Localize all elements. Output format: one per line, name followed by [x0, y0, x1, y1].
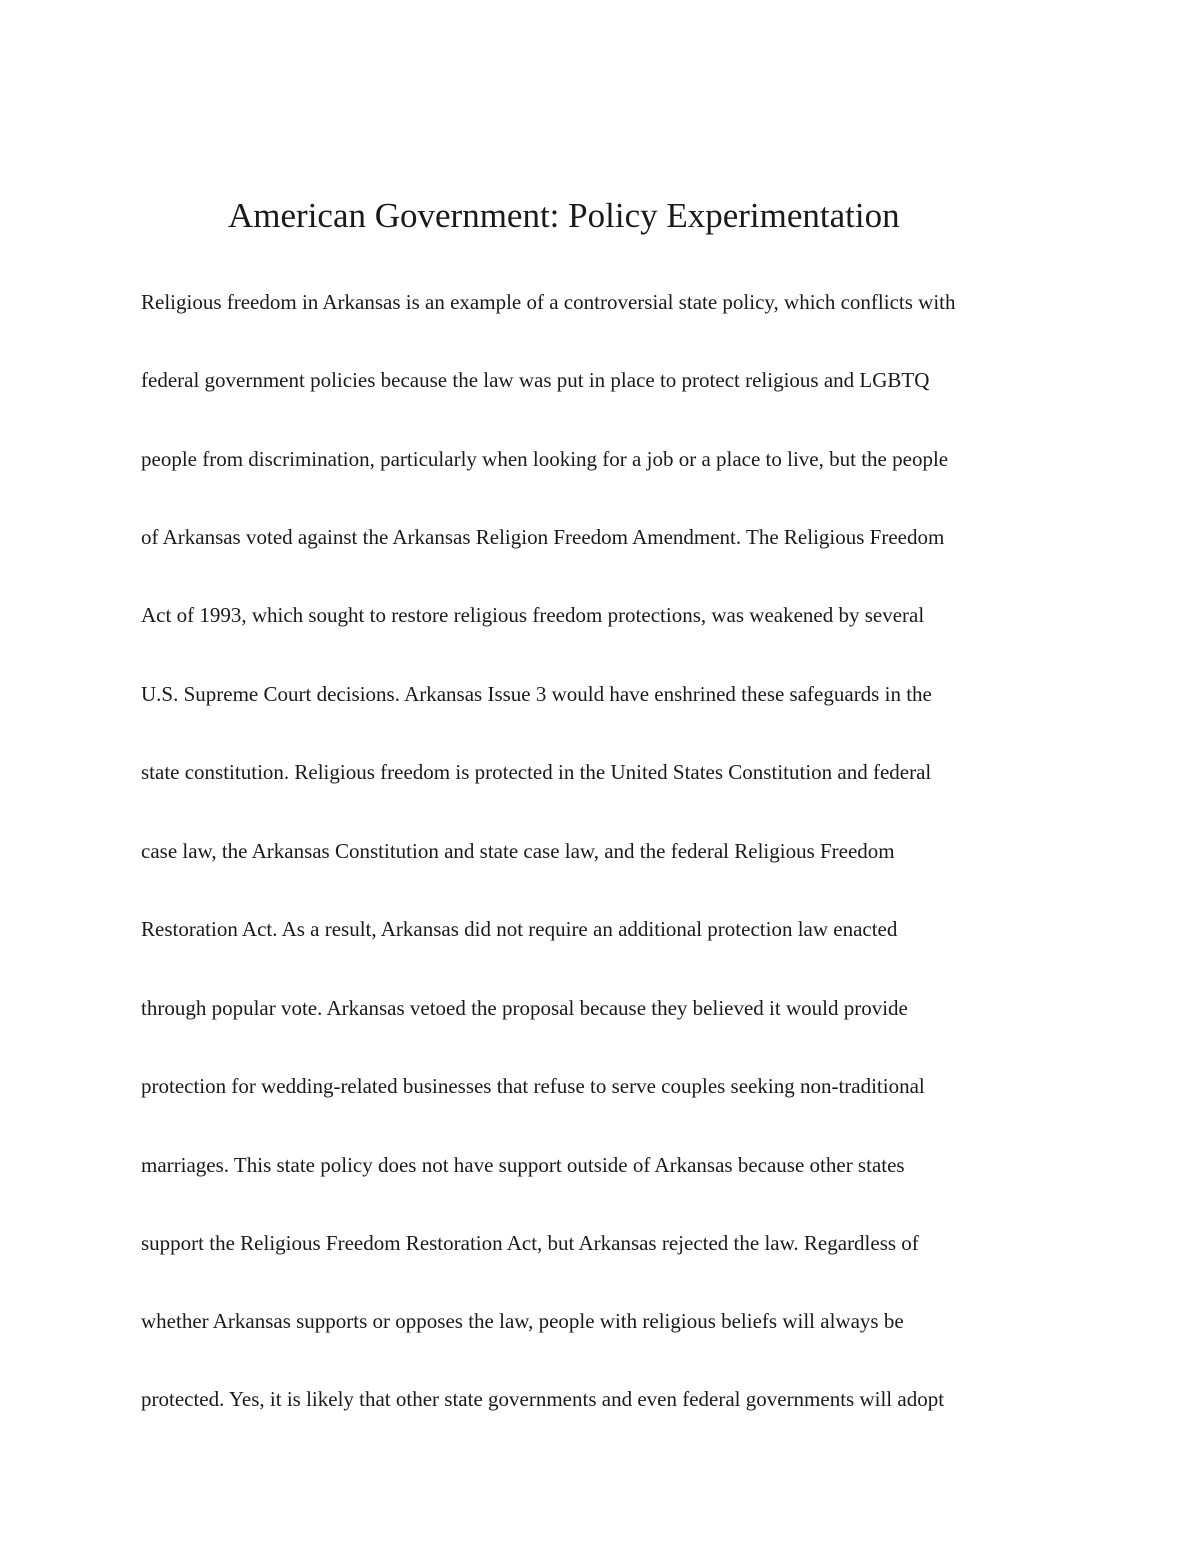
- body-line: through popular vote. Arkansas vetoed the proposal because they believed it would provide: [141, 996, 908, 1020]
- document-title: American Government: Policy Experimentation: [228, 196, 900, 235]
- body-line: federal government policies because the law was put in place to protect religious and LGBTQ: [141, 368, 930, 392]
- body-line: protection for wedding-related businesses that refuse to serve couples seeking non-traditional: [141, 1074, 925, 1098]
- body-line: of Arkansas voted against the Arkansas Religion Freedom Amendment. The Religious Freedom: [141, 525, 945, 549]
- body-line: state constitution. Religious freedom is protected in the United States Constitution and federal: [141, 760, 932, 784]
- body-line: U.S. Supreme Court decisions. Arkansas Issue 3 would have enshrined these safeguards in the: [141, 682, 932, 706]
- body-line: people from discrimination, particularly when looking for a job or a place to live, but the people: [141, 447, 949, 471]
- body-line: marriages. This state policy does not have support outside of Arkansas because other states: [141, 1153, 905, 1177]
- body-line: Act of 1993, which sought to restore religious freedom protections, was weakened by several: [141, 603, 925, 627]
- body-line: Religious freedom in Arkansas is an example of a controversial state policy, which conflicts with: [141, 290, 956, 314]
- body-line: whether Arkansas supports or opposes the law, people with religious beliefs will always be: [141, 1309, 904, 1333]
- body-line: support the Religious Freedom Restoration Act, but Arkansas rejected the law. Regardless of: [141, 1231, 919, 1255]
- body-line: case law, the Arkansas Constitution and state case law, and the federal Religious Freedom: [141, 839, 895, 863]
- body-line: protected. Yes, it is likely that other state governments and even federal governments will adopt: [141, 1387, 945, 1411]
- body-line: Restoration Act. As a result, Arkansas did not require an additional protection law enacted: [141, 917, 898, 941]
